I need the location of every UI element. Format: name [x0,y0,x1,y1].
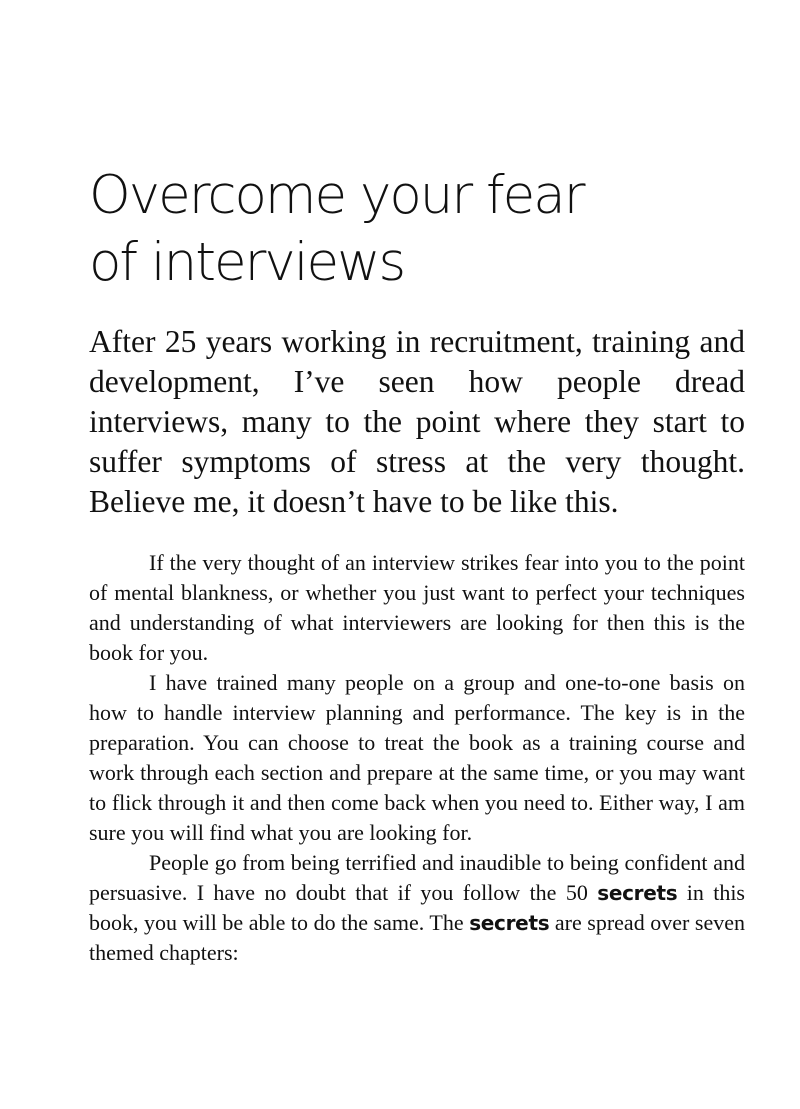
body-paragraph-1: If the very thought of an interview strikes fear into you to the point of mental blankness, or whether you just want to perfect your techniques and understanding of what interviewers are looking for then this is the book for you. [89,550,745,665]
secrets-keyword: secrets [469,911,550,935]
chapter-title-line-1: Overcome your fear [89,165,584,226]
body-paragraph-3 [89,848,745,968]
body-paragraph-3-part-2: in this book, you will be able to do the same. The [89,880,745,935]
secrets-keyword: secrets [597,881,678,905]
chapter-title-line-2: of interviews [89,232,405,293]
chapter-title [89,162,745,296]
body-paragraph-3-part-1: People go from being terrified and inaudible to being confident and persuasive. I have no doubt that if you follow the 50 [89,850,745,905]
page-content [89,162,745,968]
lead-paragraph: After 25 years working in recruitment, training and development, I’ve seen how people dread interviews, many to the point where they start to suffer symptoms of stress at the very thought. Believe me, it doesn’t have to be like this. [89,324,745,519]
body-text [89,548,745,968]
body-paragraph-3-part-3: are spread over seven themed chapters: [89,910,745,965]
body-paragraph-2: I have trained many people on a group and one-to-one basis on how to handle interview planning and performance. The key is in the preparation. You can choose to treat the book as a training course and work through each section and prepare at the same time, or you may want to flick through it and then come back when you need to. Either way, I am sure you will find what you are looking for. [89,670,745,845]
